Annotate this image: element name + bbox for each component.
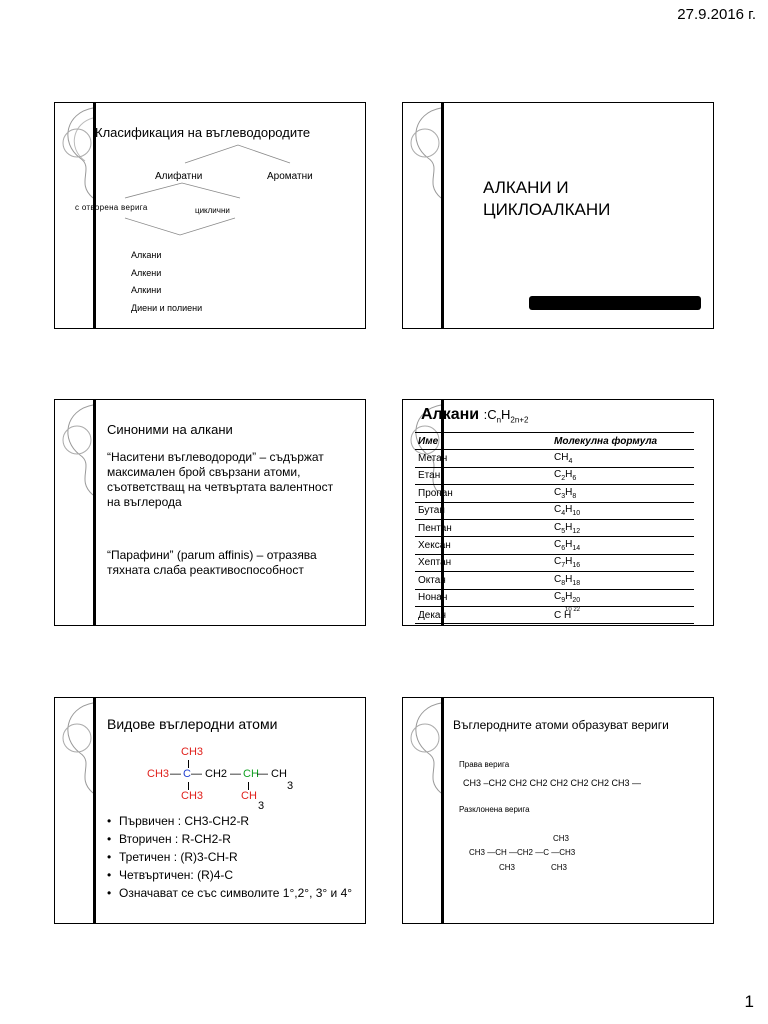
slide-carbon-types bbox=[54, 697, 366, 924]
bond-line: — bbox=[230, 768, 241, 780]
list-item: • Означават се със символите 1°,2°, 3° и 4° bbox=[119, 884, 366, 902]
title-line-1: АЛКАНИ И bbox=[483, 178, 569, 197]
ch-right: CH bbox=[271, 768, 287, 780]
list-item: • Четвъртичен: (R)4-C bbox=[119, 866, 366, 884]
carbon-type-list bbox=[105, 812, 366, 902]
table-row: Етан $C_2H_6$ bbox=[415, 467, 694, 484]
table-row: Метан $CH_4$ bbox=[415, 450, 694, 467]
title-text: Алкани bbox=[421, 406, 480, 423]
slide-bar bbox=[441, 698, 444, 923]
page-date: 27.9.2016 г. bbox=[677, 6, 756, 23]
paragraph-2: “Парафини” (parum affinis) – отразява тяхната слаба реактивоспособност bbox=[107, 548, 317, 577]
table-row: Хексан $C_6H_{14}$ bbox=[415, 537, 694, 554]
swirl-decoration-icon bbox=[55, 400, 115, 510]
aliphatic-label: Алифатни bbox=[155, 171, 203, 182]
branched-sub-1: CH3 bbox=[499, 863, 516, 872]
page-number: 1 bbox=[744, 992, 754, 1011]
subscript-three: 3 bbox=[287, 780, 294, 792]
swirl-decoration-icon bbox=[403, 698, 463, 808]
paragraph-1: “Наситени въглеводороди” – съдържат максимален брой свързани атоми, съответстващ на четвъртата валентност на въглерода bbox=[107, 450, 334, 509]
column-header: Молекулна формула bbox=[551, 433, 694, 450]
slide-classification bbox=[54, 102, 366, 329]
table-row: Нонан $C_9H_{20}$ bbox=[415, 589, 694, 606]
ch3-top: CH3 bbox=[181, 746, 204, 758]
slide-alkane-table bbox=[402, 399, 714, 626]
slide-title: Класификация на въглеводородите bbox=[95, 125, 311, 140]
bond-vertical bbox=[188, 760, 189, 768]
list-item: • Третичен : (R)3-CH-R bbox=[119, 848, 366, 866]
list-item: Диени и полиени bbox=[131, 303, 203, 313]
branched-top: CH3 bbox=[553, 834, 570, 843]
branched-chain-label: Разклонена верига bbox=[459, 805, 530, 814]
list-item: • Първичен : CH3-CH2-R bbox=[119, 812, 366, 830]
straight-chain-label: Права верига bbox=[459, 760, 510, 769]
straight-chain-formula: CH3 –CH2 CH2 CH2 CH2 CH2 CH2 CH3 — bbox=[463, 778, 642, 788]
list-item: Алкини bbox=[131, 285, 162, 295]
list-item: Алкени bbox=[131, 268, 162, 278]
bond-vertical bbox=[248, 782, 249, 790]
swirl-decoration-icon bbox=[403, 103, 463, 213]
slide-bar bbox=[441, 103, 444, 328]
slide-title bbox=[421, 406, 528, 425]
general-formula: $:C_nH_{2n+2}$ bbox=[483, 407, 529, 425]
slide-title: Видове въглеродни атоми bbox=[107, 716, 278, 732]
ch-bottom: CH bbox=[241, 790, 257, 802]
title-line-2: ЦИКЛОАЛКАНИ bbox=[483, 200, 611, 219]
slide-carbon-chains bbox=[402, 697, 714, 924]
open-chain-label: с отворена верига bbox=[75, 203, 148, 212]
slide-alkanes-title bbox=[402, 102, 714, 329]
black-bar bbox=[529, 296, 701, 310]
aromatic-label: Ароматни bbox=[267, 171, 313, 182]
cyclic-label: циклични bbox=[195, 206, 230, 215]
branched-main: CH3 —CH —CH2 —C —CH3 bbox=[469, 848, 576, 857]
ch-group: CH bbox=[243, 768, 259, 780]
column-header: Име bbox=[415, 433, 551, 450]
bond-line: — bbox=[170, 768, 181, 780]
tree-lines bbox=[55, 103, 365, 328]
ch3-left: CH3 bbox=[147, 768, 170, 780]
subscript-three: 3 bbox=[258, 800, 265, 812]
slide-title: Въглеродните атоми образуват вериги bbox=[453, 718, 669, 732]
table-row: Пропан $C_3H_8$ bbox=[415, 485, 694, 502]
list-item: • Вторичен : R-CH2-R bbox=[119, 830, 366, 848]
table-row: Декан C H bbox=[415, 606, 694, 623]
ch3-bottom: CH3 bbox=[181, 790, 204, 802]
list-item: Алкани bbox=[131, 250, 162, 260]
alkane-table bbox=[415, 432, 694, 624]
branched-sub-2: CH3 bbox=[551, 863, 568, 872]
bond-vertical bbox=[188, 782, 189, 790]
slide-title: Синоними на алкани bbox=[107, 422, 233, 437]
table-row: Октан $C_8H_{18}$ bbox=[415, 572, 694, 589]
bond-line: — bbox=[191, 768, 202, 780]
table-row: Пентан $C_5H_{12}$ bbox=[415, 519, 694, 536]
decan-subscripts: 10 22 bbox=[565, 607, 581, 613]
slide-synonyms bbox=[54, 399, 366, 626]
slide-title bbox=[483, 177, 610, 221]
table-row: Бутан $C_4H_{10}$ bbox=[415, 502, 694, 519]
c-center: C bbox=[183, 768, 191, 780]
table-row: Хептан $C_7H_{16}$ bbox=[415, 554, 694, 571]
bond-line: — bbox=[257, 768, 268, 780]
slide-bar bbox=[93, 400, 96, 625]
ch2-group: CH2 bbox=[205, 768, 228, 780]
